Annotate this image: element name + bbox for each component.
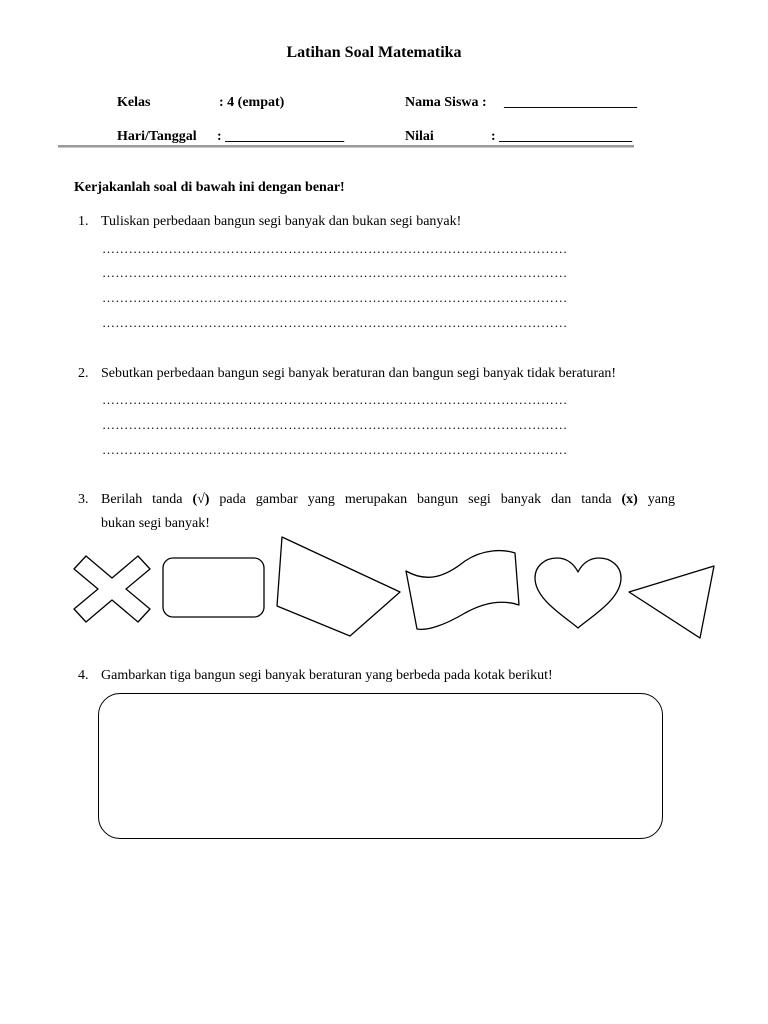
question-3-text-a: Berilah tanda [101,492,193,507]
question-1-number: 1. [78,214,89,229]
hari-tanggal-blank[interactable]: : _________________ [217,129,345,144]
question-3-text-b: pada gambar yang merupakan bangun segi banyak dan tanda [209,492,622,507]
rounded-rectangle-shape[interactable] [162,557,266,619]
answer-line[interactable]: …………………………………………………………………………………………… [102,392,568,407]
nama-siswa-blank[interactable]: ___________________ [504,95,637,110]
answer-line[interactable]: …………………………………………………………………………………………… [102,241,568,256]
question-3-number: 3. [78,492,89,507]
question-4-number: 4. [78,668,89,683]
wavy-flag-shape[interactable] [405,549,521,631]
nilai-label: Nilai [405,129,434,144]
question-3-text-c: yang [637,492,675,507]
nilai-blank[interactable]: : ___________________ [491,129,633,144]
answer-line[interactable]: …………………………………………………………………………………………… [102,290,568,305]
triangle-shape[interactable] [628,564,716,640]
question-3-line-2: bukan segi banyak! [101,516,210,531]
question-2-text: Sebutkan perbedaan bangun segi banyak beraturan dan bangun segi banyak tidak beraturan! [101,366,617,381]
question-1-text: Tuliskan perbedaan bangun segi banyak dan bukan segi banyak! [101,214,462,229]
answer-line[interactable]: …………………………………………………………………………………………… [102,315,568,330]
answer-line[interactable]: …………………………………………………………………………………………… [102,265,568,280]
nama-siswa-label: Nama Siswa : [405,95,487,110]
x-mark-symbol: (x) [621,492,638,507]
answer-line[interactable]: …………………………………………………………………………………………… [102,442,568,457]
quadrilateral-shape[interactable] [276,536,402,638]
hari-tanggal-label: Hari/Tanggal [117,129,197,144]
kelas-value: : 4 (empat) [219,95,285,110]
instruction-text: Kerjakanlah soal di bawah ini dengan benar! [74,180,345,195]
question-4-text: Gambarkan tiga bangun segi banyak beraturan yang berbeda pada kotak berikut! [101,668,553,683]
heart-shape[interactable] [533,556,623,630]
cross-shape[interactable] [72,555,152,623]
check-mark-symbol: (√) [192,492,210,507]
answer-line[interactable]: …………………………………………………………………………………………… [102,417,568,432]
question-2-number: 2. [78,366,89,381]
header-divider [58,145,634,148]
kelas-label: Kelas [117,95,151,110]
question-3-line-1 [101,492,675,508]
page-title: Latihan Soal Matematika [286,44,462,61]
drawing-answer-box[interactable] [98,693,663,839]
